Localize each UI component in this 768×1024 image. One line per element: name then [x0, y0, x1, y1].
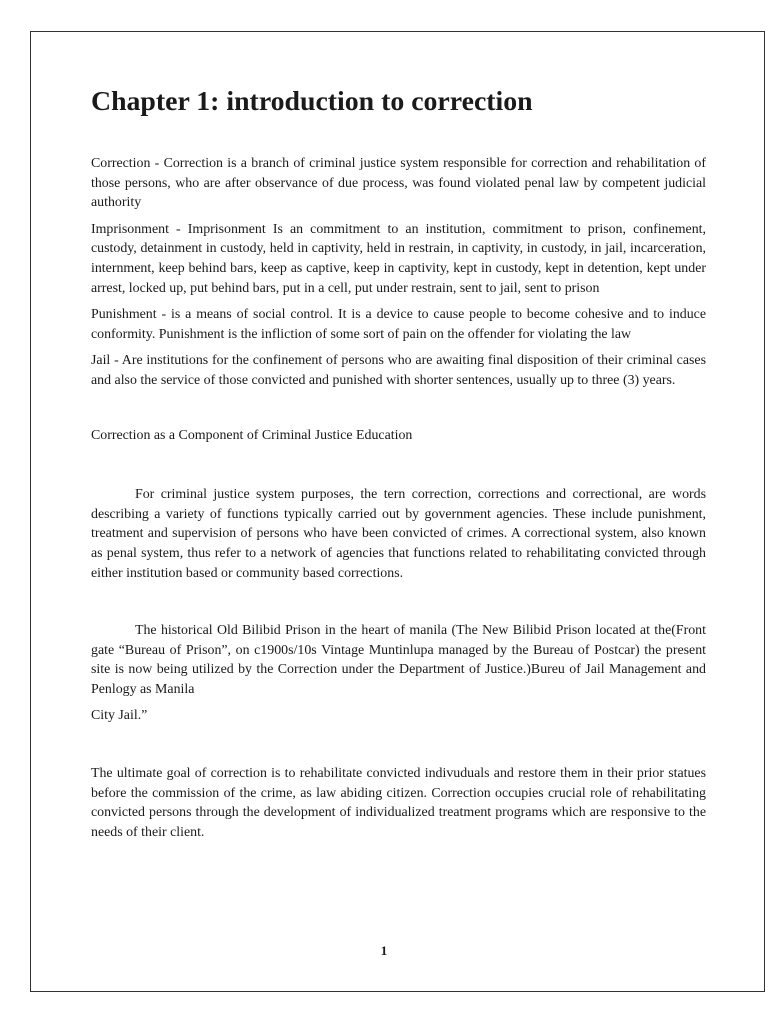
definition-punishment: Punishment - is a means of social control. It is a device to cause people to become cohesive and to induce conformity. Punishment is the infliction of some sort of pain on the offender for violating the law — [91, 307, 706, 342]
spacer — [91, 583, 706, 621]
definition-jail: Jail - Are institutions for the confinement of persons who are awaiting final disposition of their criminal cases and also the service of those convicted and punished with shorter sentences, usually up to three (3) years. — [91, 353, 706, 388]
definition-correction: Correction - Correction is a branch of criminal justice system responsible for correction and rehabilitation of those persons, who are after observance of due process, was found violated penal law by competent judicial authority — [91, 156, 706, 211]
spacer — [91, 699, 706, 706]
paragraph-bilibid: The historical Old Bilibid Prison in the heart of manila (The New Bilibid Prison located at the(Front gate “Bureau of Prison”, on c1900s/10s Vintage Muntinlupa managed by the Bureau of Postcar) the present site is now being utilized by the Correction under the Department of Justice.)Bureu of Jail Management and Penlogy as Manila — [91, 623, 706, 697]
paragraph-purposes: For criminal justice system purposes, the tern correction, corrections and correctional, are words describing a variety of functions typically carried out by government agencies. These include punishment, treatment and supervision of persons who have been convicted of crimes. A correctional system, also known as penal system, thus refer to a network of agencies that functions related to rehabilitating convicted through either institution based or community based corrections. — [91, 487, 706, 581]
spacer — [91, 213, 706, 220]
spacer — [91, 112, 706, 154]
spacer — [91, 726, 706, 764]
page-number: 1 — [380, 943, 388, 958]
definition-imprisonment: Imprisonment - Imprisonment Is an commitment to an institution, commitment to prison, confinement, custody, detainment in custody, held in captivity, held in restrain, in captivity, in custody, in jail, incarceration, internment, keep behind bars, keep as captive, keep in captivity, kept in custody, kept in detention, kept under arrest, locked up, put behind bars, put in a cell, put under restrain, sent to jail, sent to prison — [91, 221, 706, 296]
spacer — [91, 445, 706, 485]
section-heading: Correction as a Component of Criminal Justice Education — [91, 427, 413, 443]
chapter-title: Chapter 1: introduction to correction — [91, 86, 533, 117]
spacer — [91, 391, 706, 426]
spacer — [91, 344, 706, 351]
spacer — [91, 298, 706, 305]
paragraph-city-jail: City Jail.” — [91, 708, 148, 724]
paragraph-goal: The ultimate goal of correction is to rehabilitate convicted indivuduals and restore them in their prior statues before the commission of the crime, as law abiding citizen. Correction occupies crucial role of rehabilitating convicted persons through the development of individualized treatment programs which are responsive to the needs of their client. — [91, 766, 706, 840]
document-body — [91, 86, 706, 842]
